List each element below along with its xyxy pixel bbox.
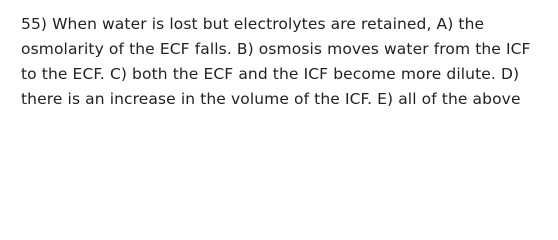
question-text: 55) When water is lost but electrolytes are retained, A) the osmolarity of the ECF falls. B) osmosis moves water from the ICF to the ECF. C) both the ECF and the ICF become more dilute. D) there is an increase in the volume of the ICF. E) all of the above (21, 15, 531, 108)
